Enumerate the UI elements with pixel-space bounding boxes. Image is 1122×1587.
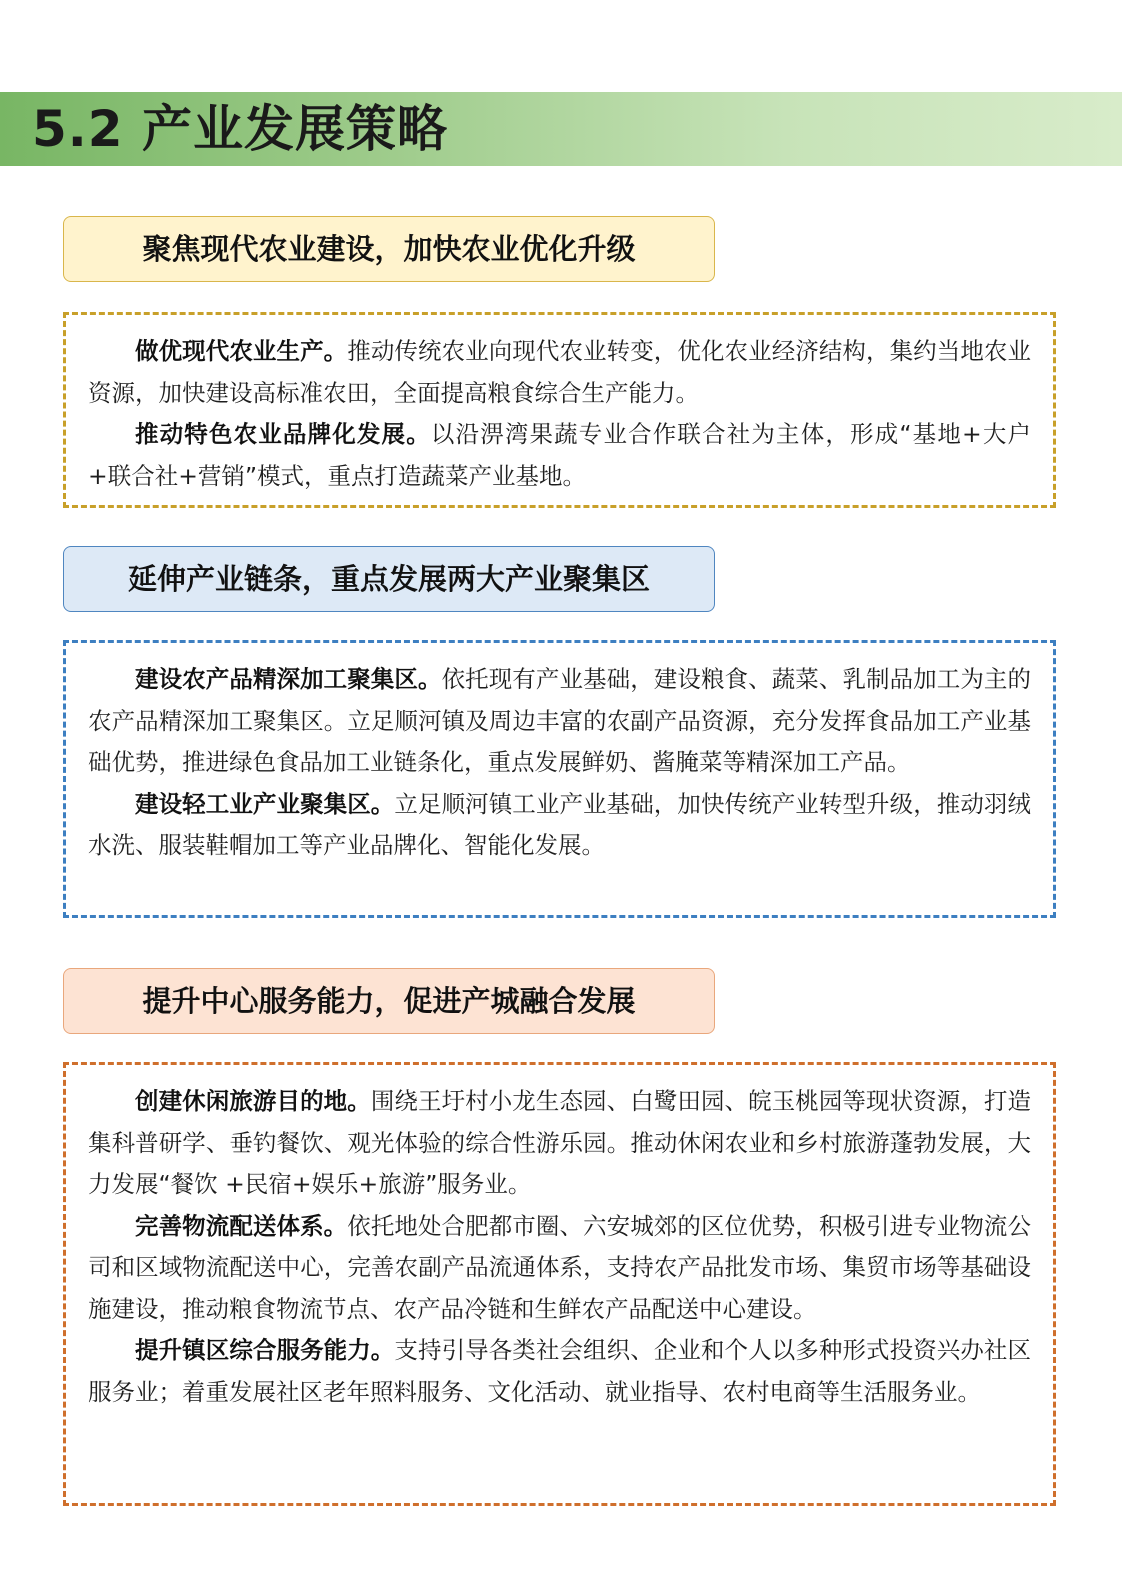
title-bar	[0, 92, 1122, 166]
paragraph-lead: 建设轻工业产业聚集区。	[135, 789, 395, 818]
paragraph	[88, 414, 1031, 497]
section-heading-industry-chain: 延伸产业链条，重点发展两大产业聚集区	[63, 546, 715, 612]
page-title: 5.2 产业发展策略	[32, 100, 448, 158]
paragraph	[88, 1081, 1031, 1206]
paragraph-lead: 创建休闲旅游目的地。	[135, 1087, 371, 1115]
paragraph-lead: 提升镇区综合服务能力。	[135, 1336, 395, 1364]
section-panel-services	[63, 1062, 1056, 1506]
paragraph-text: 依托现有产业基础，建设粮食、蔬菜、乳制品加工为主的农产品精深加工聚集区。立足顺河镇及周边丰富的农副产品资源，充分发挥食品加工产业基础优势，推进绿色食品加工业链条化，重点发展鲜奶、酱腌菜等精深加工产品。	[88, 665, 1032, 776]
paragraph	[88, 331, 1031, 414]
paragraph-text: 以沿淠湾果蔬专业合作联合社为主体，形成“基地+大户+联合社+营销”模式，重点打造蔬菜产业基地。	[88, 420, 1031, 490]
paragraph-lead: 做优现代农业生产。	[135, 337, 348, 365]
paragraph	[88, 1206, 1031, 1331]
section-panel-agriculture	[63, 312, 1056, 508]
paragraph-text: 立足顺河镇工业产业基础，加快传统产业转型升级，推动羽绒水洗、服装鞋帽加工等产业品牌化、智能化发展。	[88, 789, 1032, 859]
paragraph-text: 围绕王圩村小龙生态园、白鹭田园、皖玉桃园等现状资源，打造集科普研学、垂钓餐饮、观光体验的综合性游乐园。推动休闲农业和乡村旅游蓬勃发展，大力发展“餐饮 +民宿+娱乐+旅游”服务业。	[88, 1087, 1032, 1198]
section-heading-agriculture: 聚焦现代农业建设，加快农业优化升级	[63, 216, 715, 282]
paragraph-text: 依托地处合肥都市圈、六安城郊的区位优势，积极引进专业物流公司和区域物流配送中心，完善农副产品流通体系，支持农产品批发市场、集贸市场等基础设施建设，推动粮食物流节点、农产品冷链和生鲜农产品配送中心建设。	[88, 1211, 1032, 1323]
section-heading-services: 提升中心服务能力，促进产城融合发展	[63, 968, 715, 1034]
paragraph	[88, 659, 1031, 784]
paragraph-lead: 完善物流配送体系。	[135, 1211, 348, 1240]
section-panel-industry-chain	[63, 640, 1056, 918]
paragraph	[88, 1330, 1031, 1413]
paragraph-lead: 推动特色农业品牌化发展。	[135, 420, 431, 448]
paragraph	[88, 784, 1031, 867]
paragraph-lead: 建设农产品精深加工聚集区。	[135, 665, 442, 693]
paragraph-text: 推动传统农业向现代农业转变，优化农业经济结构，集约当地农业资源，加快建设高标准农田，全面提高粮食综合生产能力。	[88, 337, 1032, 407]
paragraph-text: 支持引导各类社会组织、企业和个人以多种形式投资兴办社区服务业；着重发展社区老年照料服务、文化活动、就业指导、农村电商等生活服务业。	[88, 1336, 1032, 1406]
